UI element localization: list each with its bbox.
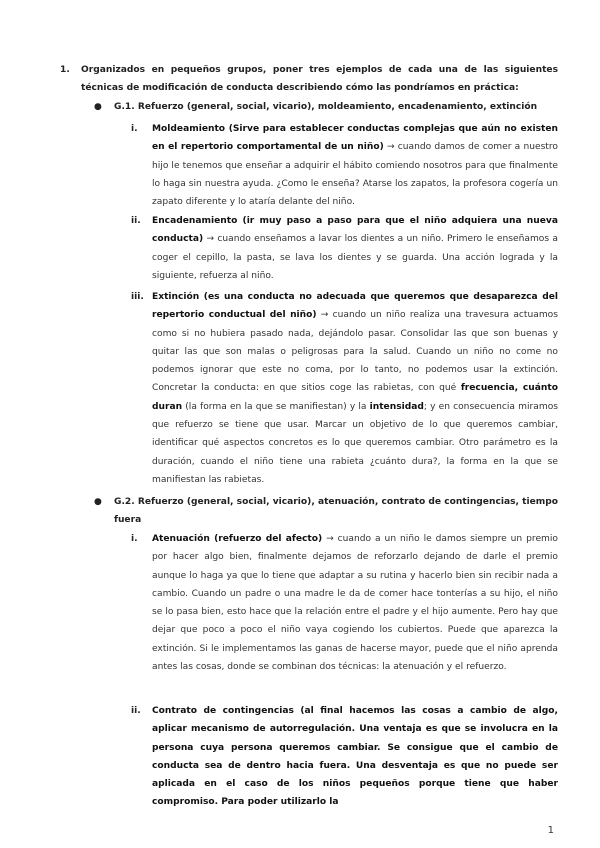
item-term: Atenuación (refuerzo del afecto) (152, 534, 323, 544)
group-1-heading (94, 98, 558, 116)
item-number: iii. (131, 292, 144, 302)
item-term: Encadenamiento (ir muy paso a paso para que el niño adquiera una nueva conducta) (152, 216, 558, 245)
item-encadenamiento (131, 212, 558, 285)
group-title: G.1. Refuerzo (general, social, vicario), moldeamiento, encadenamiento, extinción (114, 102, 538, 112)
bullet-icon: ● (94, 497, 102, 507)
question-number: 1. (60, 65, 70, 75)
page-number: 1 (547, 825, 554, 836)
item-number: ii. (131, 706, 141, 716)
item-description-cont: (la forma en la que se manifiestan) y la (182, 401, 370, 412)
item-contrato-contingencias (131, 702, 558, 812)
highlight-frequency: frecuencia, cuánto duran (152, 383, 558, 412)
item-body (152, 212, 558, 285)
item-term: Extinción (es una conducta no adecuada que queremos que desaparezca del repertorio conductual del niño) (152, 292, 558, 321)
item-body (152, 120, 558, 211)
highlight-intensity: intensidad (369, 401, 424, 412)
item-term: Moldeamiento (Sirve para establecer conductas complejas que aún no existen en el repertorio comportamental de un niño) (152, 124, 558, 153)
item-description: → cuando damos de comer a nuestro hijo le tenemos que enseñar a adquirir el hábito comiendo nosotros para que finalmente lo haga sin nuestra ayuda. ¿Como le enseña? Atarse los zapatos, la profesora cogería un zapato diferente y lo ataría delante del niño. (152, 142, 558, 208)
item-extincion (131, 288, 558, 489)
group-2-heading (94, 493, 558, 530)
item-term: Contrato de contingencias (al final hacemos las cosas a cambio de algo, aplicar mecanismo de autorregulación. Una ventaja es que se involucra en la persona cuya persona queremos cambiar. Se consigue que el cambio de conducta sea de dentro hacia fuera. Una desventaja es que no puede ser aplicada en el caso de los niños pequeños porque tiene que haber compromiso. Para poder utilizarlo la (152, 706, 558, 808)
item-body (152, 530, 558, 676)
item-number: i. (131, 534, 138, 544)
item-description-end: ; y en consecuencia miramos que refuerzo se tiene que usar. Marcar un objetivo de lo que queremos cambiar, identificar qué aspectos concretos es lo que queremos cambiar. Otro parámetro es la duración, cuando el niño tiene una rabieta ¿cuánto dura?, la forma en la que se manifiestan las rabietas. (152, 401, 558, 485)
question-1 (60, 61, 558, 98)
item-number: ii. (131, 216, 141, 226)
item-description: → cuando a un niño le damos siempre un premio por hacer algo bien, finalmente dejamos de reforzarlo dejando de darle el premio aunque lo haga ya que lo tiene que adaptar a su rutina y hacerlo bien sin recibir nada a cambio. Cuando un padre o una madre le da de comer hace tonterías a su hijo, el niño se lo pasa bien, esto hace que la relación entre el padre y el hijo aumente. Pero hay que dejar que poco a poco el niño vaya cogiendo los cubiertos. Puede que aparezca la extinción. Si le implementamos las ganas de hacerse mayor, puede que el niño aprenda antes las cosas, donde se combinan dos técnicas: la atenuación y el refuerzo. (152, 534, 558, 673)
item-atenuacion (131, 530, 558, 676)
item-number: i. (131, 124, 138, 134)
item-body (152, 288, 558, 489)
item-description: → cuando enseñamos a lavar los dientes a un niño. Primero le enseñamos a coger el cepillo, la pasta, se lava los dientes y se guarda. Una acción lograda y la siguiente, refuerza al niño. (152, 234, 558, 281)
bullet-icon: ● (94, 102, 102, 112)
item-body (152, 702, 558, 812)
question-text: Organizados en pequeños grupos, poner tres ejemplos de cada una de las siguientes técnicas de modificación de conducta describiendo cómo las pondríamos en práctica: (81, 65, 558, 94)
group-title: G.2. Refuerzo (general, social, vicario), atenuación, contrato de contingencias, tiempo fuera (114, 497, 558, 526)
item-moldeamiento (131, 120, 558, 211)
item-description: → cuando un niño realiza una travesura actuamos como si no hubiera pasado nada, dejándolo pasar. Consolidar las que son buenas y quitar las que son malas o peligrosas para la salud. Cuando un niño no come no podemos ignorar que este no coma, por lo tanto, no podemos usar la extinción. Concretar la conducta: en que sitios coge las rabietas, con qué (152, 310, 558, 394)
